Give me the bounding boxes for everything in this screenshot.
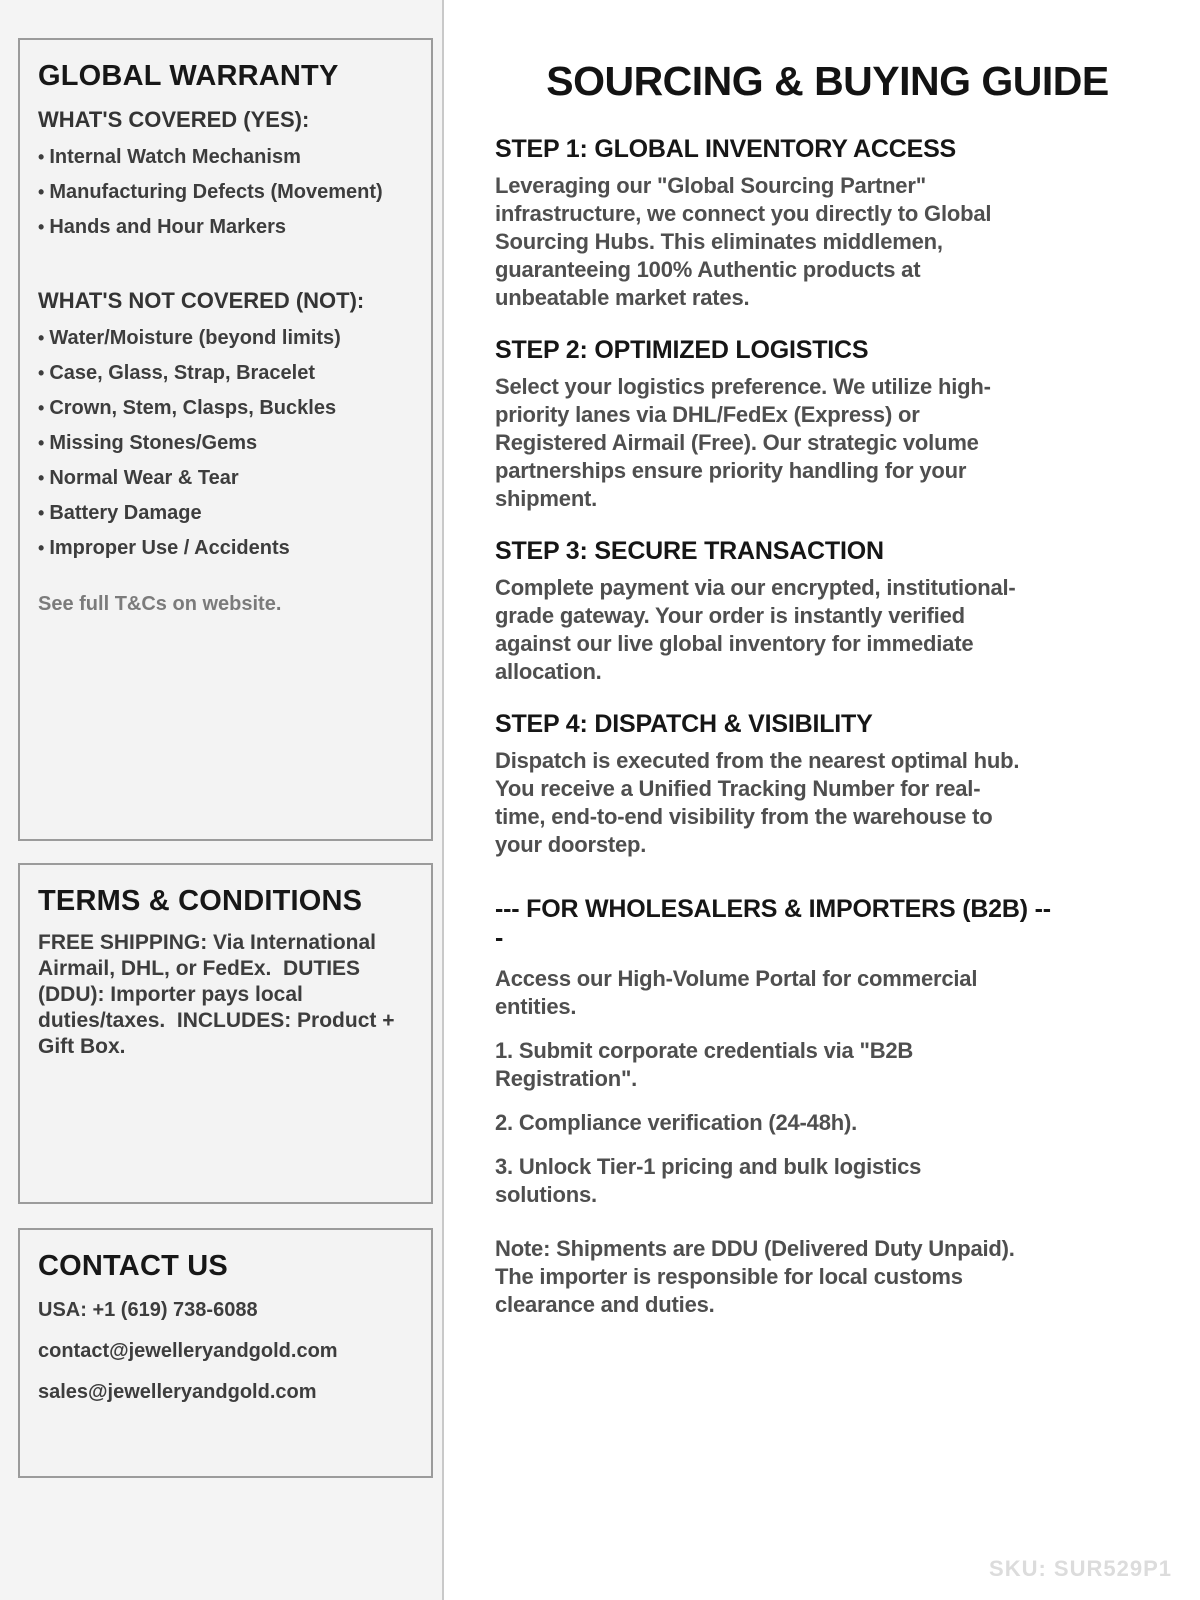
step-3-body: Complete payment via our encrypted, institutional-grade gateway. Your order is instantly verified against our live global inventory for immediate allocation. (495, 575, 1016, 684)
list-item-text: Hands and Hour Markers (49, 216, 287, 238)
list-item (38, 147, 411, 168)
b2b-item-1: 1. Submit corporate credentials via "B2B Registration". (495, 1038, 914, 1091)
step-4-section (495, 710, 1040, 859)
list-item-text: Battery Damage (49, 502, 202, 524)
sourcing-guide-main (446, 0, 1200, 1600)
step-1-heading: STEP 1: GLOBAL INVENTORY ACCESS (495, 135, 957, 163)
list-item-text: Case, Glass, Strap, Bracelet (49, 362, 316, 384)
list-item-text: Internal Watch Mechanism (49, 146, 301, 168)
step-3-section (495, 537, 1040, 686)
contact-email-primary: contact@jewelleryandgold.com (38, 1340, 338, 1362)
warranty-title: GLOBAL WARRANTY (38, 60, 339, 92)
list-item (38, 538, 411, 559)
covered-list (38, 147, 411, 238)
contact-email-sales: sales@jewelleryandgold.com (38, 1381, 317, 1403)
list-item (38, 217, 411, 238)
step-1-section (495, 135, 1040, 312)
covered-heading: WHAT'S COVERED (YES): (38, 107, 310, 132)
step-1-body: Leveraging our "Global Sourcing Partner" infrastructure, we connect you directly to Global Sourcing Hubs. This eliminates middlemen, guaranteeing 100% Authentic products at unbeatable market rates. (495, 173, 992, 310)
step-2-body: Select your logistics preference. We utilize high-priority lanes via DHL/FedEx (Express) or Registered Airmail (Free). Our strategic volume partnerships ensure priority handling for your shipment. (495, 374, 991, 511)
terms-title: TERMS & CONDITIONS (38, 885, 363, 917)
list-item-text: Manufacturing Defects (Movement) (49, 181, 383, 203)
list-item (38, 503, 411, 524)
terms-conditions-panel (18, 863, 433, 1204)
step-3-heading: STEP 3: SECURE TRANSACTION (495, 537, 884, 565)
list-item (38, 433, 411, 454)
step-2-section (495, 336, 1040, 513)
warranty-footnote: See full T&Cs on website. (38, 593, 282, 615)
page-title: SOURCING & BUYING GUIDE (546, 58, 1109, 104)
not-covered-list (38, 328, 411, 559)
b2b-note: Note: Shipments are DDU (Delivered Duty Unpaid). The importer is responsible for local customs clearance and duties. (495, 1236, 1015, 1317)
list-item-text: Missing Stones/Gems (49, 432, 258, 454)
step-4-heading: STEP 4: DISPATCH & VISIBILITY (495, 710, 873, 738)
list-item-text: Crown, Stem, Clasps, Buckles (49, 397, 337, 419)
b2b-intro: Access our High-Volume Portal for commercial entities. (495, 966, 978, 1019)
list-item-text: Water/Moisture (beyond limits) (49, 327, 341, 349)
list-item-text: Normal Wear & Tear (49, 467, 239, 489)
list-item (38, 328, 411, 349)
not-covered-heading: WHAT'S NOT COVERED (NOT): (38, 288, 365, 313)
b2b-item-3: 3. Unlock Tier-1 pricing and bulk logistics solutions. (495, 1154, 922, 1207)
step-2-heading: STEP 2: OPTIMIZED LOGISTICS (495, 336, 869, 364)
b2b-heading: --- FOR WHOLESALERS & IMPORTERS (B2B) --- (495, 895, 1051, 952)
list-item (38, 468, 411, 489)
sku-label: SKU: SUR529P1 (989, 1556, 1172, 1581)
contact-us-panel (18, 1228, 433, 1478)
list-item (38, 182, 411, 203)
step-4-body: Dispatch is executed from the nearest optimal hub. You receive a Unified Tracking Number for real-time, end-to-end visibility from the warehouse to your doorstep. (495, 748, 1020, 857)
list-item (38, 363, 411, 384)
info-sidebar (0, 0, 444, 1600)
contact-phone: USA: +1 (619) 738-6088 (38, 1299, 258, 1321)
global-warranty-panel (18, 38, 433, 841)
terms-body: FREE SHIPPING: Via International Airmail, DHL, or FedEx. DUTIES (DDU): Importer pays local duties/taxes. INCLUDES: Product + Gift Box. (38, 931, 401, 1058)
list-item-text: Improper Use / Accidents (49, 537, 290, 559)
b2b-item-2: 2. Compliance verification (24-48h). (495, 1110, 858, 1135)
b2b-section (495, 895, 1055, 1319)
contact-title: CONTACT US (38, 1250, 228, 1282)
list-item (38, 398, 411, 419)
